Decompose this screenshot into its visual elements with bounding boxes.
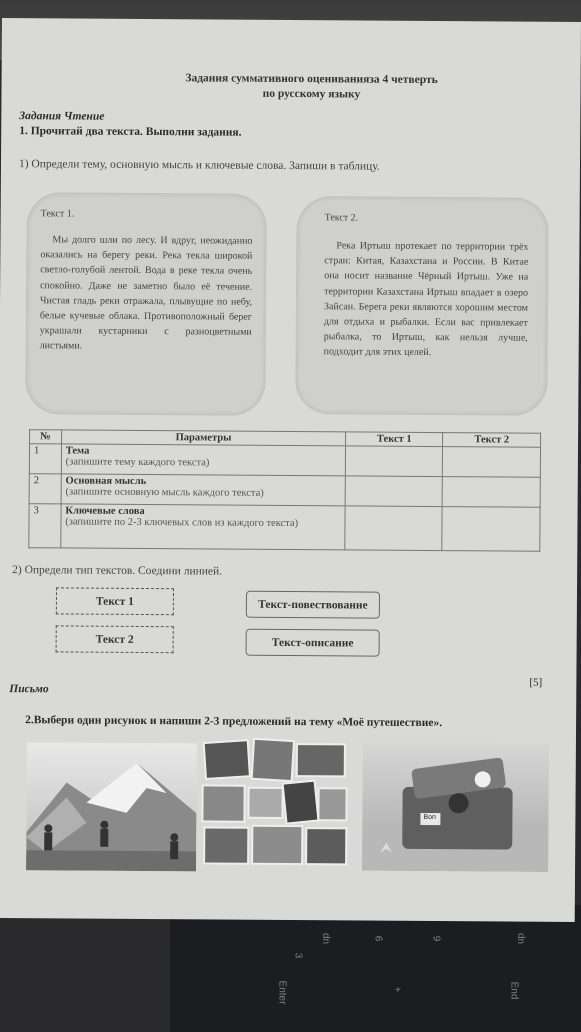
table-header-cell: Параметры <box>61 430 345 446</box>
parameters-table <box>28 429 541 552</box>
parameter-hint: (запишите тему каждого текста) <box>65 456 210 469</box>
key-label: 9 <box>430 935 442 942</box>
text2-bubble <box>295 196 549 416</box>
parameter-cell <box>61 444 345 476</box>
answer-cell-text1[interactable] <box>345 506 443 551</box>
answer-cell-text1[interactable] <box>345 446 443 477</box>
text1-label: Текст 1. <box>40 208 75 220</box>
parameter-hint: (запишите по 2-3 ключевых слов из каждого текста) <box>65 516 299 530</box>
key-label: Enter <box>276 980 288 1005</box>
score-marker: [5] <box>529 676 543 689</box>
page-subtitle: по русскому языку <box>262 87 361 101</box>
match-left-text1[interactable]: Текст 1 <box>56 587 174 615</box>
match-right-description[interactable]: Текст-описание <box>246 629 380 657</box>
key-label: dn <box>320 932 332 945</box>
text1-bubble <box>25 192 267 416</box>
question-1: 1) Определи тему, основную мысль и ключевые слова. Запиши в таблицу. <box>18 158 380 173</box>
answer-cell-text2[interactable] <box>443 447 541 478</box>
suitcase-beach-image[interactable] <box>362 743 549 872</box>
match-right-narration[interactable]: Текст-повествование <box>246 591 380 619</box>
table-header-cell: № <box>30 430 62 444</box>
key-label: dn <box>515 932 527 945</box>
key-label: + <box>395 985 401 996</box>
table-header-cell: Текст 1 <box>346 432 444 447</box>
row-number: 3 <box>29 504 61 548</box>
parameter-cell <box>61 474 345 506</box>
key-label: 6 <box>372 935 384 942</box>
table-row <box>29 444 540 478</box>
worksheet-page <box>0 18 581 922</box>
answer-cell-text2[interactable] <box>443 477 541 508</box>
parameter-title: Основная мысль <box>65 475 147 488</box>
page-title: Задания суммативного оцениванияза 4 четверть <box>185 72 438 87</box>
reading-section-label: Задания Чтение <box>19 110 105 123</box>
text1-body: Мы долго шли по лесу. И вдруг, неожиданно оказались на берегу реки. Река текла широкой светло-голубой лентой. Вода в реке текла очень спокойно. Даже не заметно было её течение. Чистая гладь реки отражала, плывущие по небу, белые кучевые облака. Противоположный берег украшали кустарники с разноцветными листьями. <box>39 234 253 352</box>
text2-label: Текст 2. <box>324 212 359 224</box>
key-label: End <box>508 981 520 1000</box>
keyboard-area <box>170 905 581 1032</box>
table-header-cell: Текст 2 <box>443 433 541 448</box>
task1-heading: 1. Прочитай два текста. Выполни задания. <box>19 125 242 139</box>
task2-heading: 2.Выбери один рисунок и напиши 2-3 предложений на тему «Моё путешествие». <box>25 714 443 730</box>
mountain-hikers-image[interactable] <box>26 742 197 871</box>
table-row <box>29 504 540 552</box>
parameter-title: Ключевые слова <box>65 505 145 518</box>
key-label: 3 <box>292 952 304 959</box>
answer-cell-text1[interactable] <box>345 476 443 507</box>
match-left-text2[interactable]: Текст 2 <box>56 625 174 653</box>
writing-section-label: Письмо <box>9 683 49 696</box>
suitcase-sticker-text: Bon <box>423 813 436 822</box>
travel-collage-image[interactable] <box>200 737 349 868</box>
answer-cell-text2[interactable] <box>442 507 540 552</box>
parameter-title: Тема <box>65 445 90 457</box>
row-number: 2 <box>29 474 61 504</box>
table-row <box>29 474 540 508</box>
text2-body: Река Иртыш протекает по территории трёх стран: Китая, Казахстана и России. В Китае она носит название Чёрный Иртыш. Уже на территории Казахстана Иртыш впадает в озеро Зайсан. Берега реки являются хорошим местом для отдыха и рыбалки. Если вас привлекает рыбалка, то Иртыш, как нельзя лучше, подходит для этих целей. <box>323 240 529 359</box>
question-2: 2) Определи тип текстов. Соедини линией. <box>12 564 223 578</box>
row-number: 1 <box>29 444 61 474</box>
parameter-cell <box>61 504 346 550</box>
parameter-hint: (запишите основную мысль каждого текста) <box>65 486 264 499</box>
